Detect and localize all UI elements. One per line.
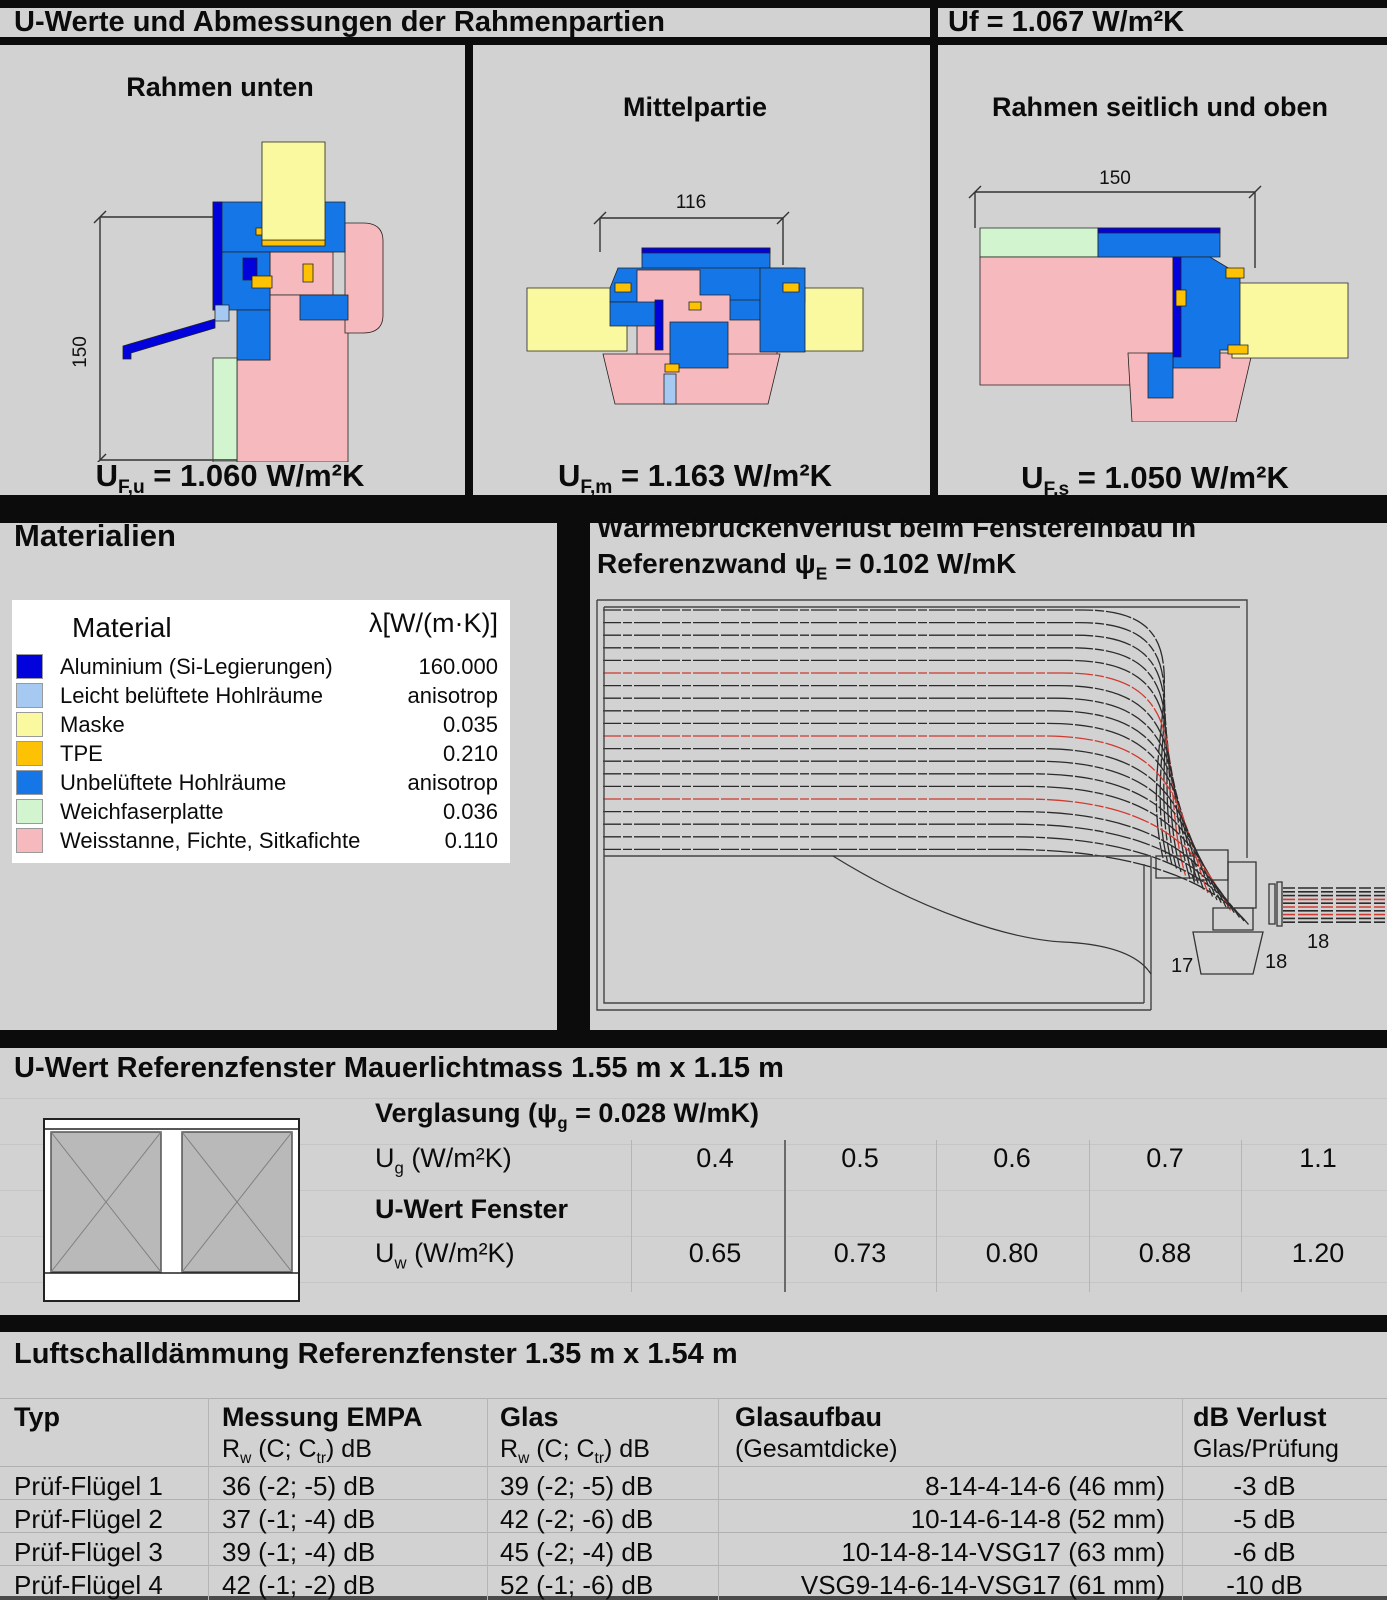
swatch-weichfaserplatte — [16, 799, 43, 824]
stray-isotherm — [833, 856, 1151, 974]
col-glasaufbau: Glasaufbau — [735, 1402, 883, 1432]
band-3 — [0, 1315, 1387, 1332]
col-verlust: dB Verlust — [1193, 1402, 1327, 1432]
uw-value-4: 0.88 — [1138, 1238, 1192, 1268]
swatch-leicht-belueftete — [16, 683, 43, 708]
isotherm-label-18b: 18 — [1307, 931, 1330, 953]
table-divider-dark — [784, 1140, 786, 1292]
materials-title: Materialien — [14, 518, 176, 553]
uw-value-1: 0.65 — [688, 1238, 742, 1268]
uw-value-2: 0.73 — [833, 1238, 887, 1268]
cross-section-rahmen-unten — [0, 140, 465, 462]
verglasung-header: Verglasung ($\psi_g = 0.028$ W/mK) — [375, 1098, 759, 1133]
col-messung-sub: $R_w$ (C; $C_{tr}$) dB — [222, 1435, 372, 1467]
col-glas: Glas — [500, 1402, 559, 1432]
band-vertical — [557, 523, 590, 1030]
isotherm-label-17: 17 — [1171, 955, 1194, 977]
legend-row-leicht-belueftete: Leicht belüftete Hohlräume anisotrop — [12, 681, 510, 710]
cross-section-mittelpartie — [465, 140, 930, 407]
frame-label-seitlich: Rahmen seitlich und oben — [991, 92, 1329, 122]
col-messung: Messung EMPA — [222, 1402, 423, 1432]
uwert-section-title: U-Wert Referenzfenster Mauerlichtmass 1.55 m x 1.15 m — [14, 1052, 784, 1084]
legend-col-material: Material — [72, 612, 172, 643]
uf-value: Uf = 1.067 W/m²K — [948, 6, 1185, 38]
ug-value-3: 0.6 — [993, 1143, 1031, 1173]
legend-col-lambda: λ[W/(m·K)] — [369, 608, 498, 638]
swatch-maske — [16, 712, 43, 737]
col-glas-sub: $R_w$ (C; $C_{tr}$) dB — [500, 1435, 650, 1467]
thermal-bridge-title-line2: Referenzwand $\psi_E = 0.102$ W/mK — [597, 548, 1017, 584]
page-title: U-Werte und Abmessungen der Rahmenpartien — [14, 6, 665, 38]
swatch-tpe — [16, 741, 43, 766]
swatch-aluminium — [16, 654, 43, 679]
dim-label-150-seitlich: 150 — [1099, 168, 1131, 189]
ug-label: $U_g$ (W/m²K) — [375, 1143, 512, 1178]
legend-row-weisstanne: Weisstanne, Fichte, Sitkafichte 0.110 — [12, 826, 510, 855]
legend-row-maske: Maske 0.035 — [12, 710, 510, 739]
ufs-value: $U_{F,s} = 1.050$ W/m²K — [1021, 460, 1289, 501]
datasheet-page: U-Werte und Abmessungen der Rahmenpartien Uf = 1.067 W/m²K Rahmen unten Mittelpartie Rahmen seitlich und oben 150 116 150 $U_{F,u} = 1.060$ W/m²K $U_{F,m} = 1.163$ W/m²K $U_{F,s} = 1.050$ W/m²K Materialien Material λ[W/(m·K)] Aluminium (Si-Legierungen) 160.000 Leicht belüftete Hohlräume anisotrop Maske 0.035 TPE 0.210 Unbelüftete Hohlräume anisotrop Weichfaserplatte 0.036 Weisstanne, Fichte, Sitkafichte 0.110 Wärmebrückenverlust beim Fenstereinbau in Referenzwand $\psi_E = 0.102$ W/mK 17 18 18 U-Wert Referenzfenster Mauerlichtmass 1.55 m x 1.15 m Verglasung ($\psi_g = 0.028$ W/mK) $U_g$ (W/m²K) 0.4 0.5 0.6 0.7 1.1 U-Wert Fenster $U_w$ (W/m²K) 0.65 0.73 0.80 0.88 1.20 Luftschalldämmung Referenzfenster 1.35 m x 1.54 m Typ Messung EMPA Glas Glasaufbau dB Verlust $R_w$ (C; $C_{tr}$) dB $R_w$ (C; $C_{tr}$) dB (Gesamtdicke) Glas/Prüfung Prüf-Flügel 1 36 (-2; -5) dB 39 (-2; -5) dB 8-14-4-14-6 (46 mm) -3 dB Prüf-Flügel 2 37 (-1; -4) dB 42 (-2; -6) dB 10-14-6-14-8 (52 mm) -5 dB Prüf-Flügel 3 39 (-1; -4) dB 45 (-2; -4) dB 10-14-8-14-VSG17 (63 mm) -6 dB Prüf-Flügel 4 42 (-1; -2) dB 52 (-1; -6) dB VSG9-14-6-14-VSG17 (61 mm) -10 dB — [0, 0, 1387, 1600]
legend-row-weichfaserplatte: Weichfaserplatte 0.036 — [12, 797, 510, 826]
band-2 — [0, 1030, 1387, 1048]
glazing-hatch — [1283, 888, 1385, 922]
ug-value-2: 0.5 — [841, 1143, 879, 1173]
isotherm-label-18a: 18 — [1265, 951, 1288, 973]
sill-profile — [123, 319, 215, 359]
cross-section-rahmen-seitlich — [930, 140, 1387, 422]
frame-label-unten: Rahmen unten — [126, 72, 314, 102]
ug-value-5: 1.1 — [1299, 1143, 1337, 1173]
ufu-value: $U_{F,u} = 1.060$ W/m²K — [95, 458, 365, 499]
wall-outline — [597, 600, 1247, 1010]
uw-label: $U_w$ (W/m²K) — [375, 1238, 515, 1273]
col-typ: Typ — [14, 1402, 60, 1432]
ufm-value: $U_{F,m} = 1.163$ W/m²K — [557, 458, 833, 499]
col-verlust-sub: Glas/Prüfung — [1193, 1435, 1339, 1463]
uw-value-3: 0.80 — [985, 1238, 1039, 1268]
thermal-bridge-title-line1: Wärmebrückenverlust beim Fenstereinbau in — [597, 512, 1197, 543]
dim-label-116: 116 — [675, 192, 707, 213]
acoustic-section-title: Luftschalldämmung Referenzfenster 1.35 m x 1.54 m — [14, 1338, 738, 1370]
legend-row-tpe: TPE 0.210 — [12, 739, 510, 768]
dim-label-150-unten: 150 — [70, 336, 91, 368]
legend-row-aluminium: Aluminium (Si-Legierungen) 160.000 — [12, 652, 510, 681]
legend-row-unbelueftete: Unbelüftete Hohlräume anisotrop — [12, 768, 510, 797]
ug-value-1: 0.4 — [696, 1143, 734, 1173]
isotherm-plot — [593, 592, 1387, 1032]
swatch-unbelueftete — [16, 770, 43, 795]
col-glasaufbau-sub: (Gesamtdicke) — [735, 1435, 898, 1463]
reference-window-sketch — [43, 1118, 300, 1302]
uw-value-5: 1.20 — [1291, 1238, 1345, 1268]
frame-label-mittel: Mittelpartie — [622, 92, 768, 122]
ug-value-4: 0.7 — [1146, 1143, 1184, 1173]
uwert-fenster-label: U-Wert Fenster — [375, 1194, 569, 1224]
swatch-weisstanne — [16, 828, 43, 853]
